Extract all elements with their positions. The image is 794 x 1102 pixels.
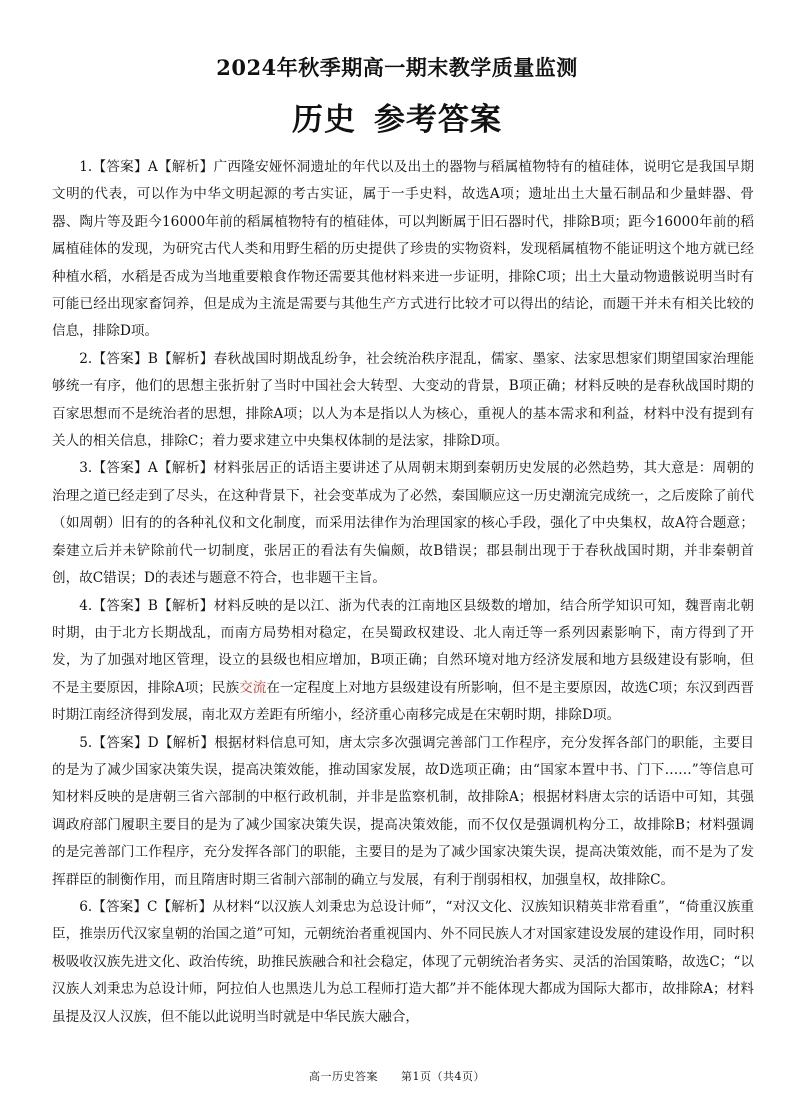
answer-item-4 [52, 593, 754, 730]
answer-item-2 [52, 346, 754, 456]
exam-title: 2024年秋季期高一期末教学质量监测 [216, 55, 578, 80]
answer-text: 【答案】A【解析】材料张居正的话语主要讲述了从周朝末期到秦朝历史发展的必然趋势，其大意是：周朝的治理之道已经走到了尽头，在这种背景下，社会变革成为了必然，秦国顺应这一历史潮流完成统一，之后废除了前代（如周朝）旧有的的各种礼仪和文化制度，而采用法律作为治理国家的核心手段，强化了中央集权，故A符合题意；秦建立后并未铲除前代一切制度，张居正的看法有失偏颇，故B错误；郡县制出现于于春秋战国时期，并非秦朝首创，故C错误；D的表述与题意不符合，也非题干主旨。 [52, 460, 754, 587]
page-footer: 高一历史答案 第1页（共4页） [309, 1070, 485, 1083]
answer-text: 【答案】A【解析】广西隆安娅怀洞遗址的年代以及出土的器物与稻属植物特有的植硅体，说明它是我国早期文明的代表，可以作为中华文明起源的考古实证，属于一手史料，故选A项；遗址出土大量石制品和少量蚌器、骨器、陶片等及距今16000年前的稻属植物特有的植硅体，可以判断属于旧石器时代，排除B项；距今16000年前的稻属植硅体的发现，为研究古代人类和用野生稻的历史提供了珍贵的实物资料，发现稻属植物不能证明这个地方就已经种植水稻，水稻是否成为当地重要粮食作物还需要其他材料来进一步证明，排除C项；出土大量动物遗骸说明当时有可能已经出现家畜饲养，但是成为主流是需要与其他生产方式进行比较才可以得出的结论，而题干并未有相关比较的信息，排除D项。 [52, 159, 754, 340]
answer-list [52, 154, 754, 1031]
answer-text: 【答案】D【解析】根据材料信息可知，唐太宗多次强调完善部门工作程序，充分发挥各部门的职能，主要目的是为了减少国家决策失误，提高决策效能，推动国家发展，故D选项正确；由“国家本置中书、门下……”等信息可知材料反映的是唐朝三省六部制的中枢行政机制，并非是监察机制，故排除A；根据材料唐太宗的话语中可知，其强调政府部门履职主要目的是为了减少国家决策失误，提高决策效能，而不仅仅是强调机构分工，故排除B；材料强调的是完善部门工作程序，充分发挥各部门的职能，主要目的是为了减少国家决策失误，提高决策效能，而不是为了发挥群臣的制衡作用，而且隋唐时期三省制六部制的确立与发展，有利于削弱相权，加强皇权，故排除C。 [52, 734, 754, 888]
answer-number: 1. [79, 159, 93, 175]
answer-item-1 [52, 154, 754, 346]
answer-item-6 [52, 894, 754, 1031]
answer-heading [0, 94, 794, 139]
answer-number: 3. [79, 460, 93, 477]
answer-number: 6. [79, 898, 93, 915]
answer-text: 【答案】B【解析】材料反映的是以江、浙为代表的江南地区县级数的增加，结合所学知识可知，魏晋南北朝时期，由于北方长期战乱，而南方局势相对稳定，在吴蜀政权建设、北人南迁等一系列因素影响下，南方得到了开发，为了加强对地区管理，设立的县级也相应增加，B项正确；自然环境对地方经济发展和地方县级建设有影响，但不是主要原因，排除A项；民族 [52, 597, 754, 696]
subject-label: 历史 [292, 102, 356, 138]
highlighted-word: 交流 [239, 679, 267, 696]
answer-item-5 [52, 730, 754, 894]
answer-number: 4. [79, 597, 93, 614]
answer-number: 2. [79, 350, 93, 367]
answer-text: 【答案】C【解析】从材料“以汉族人刘秉忠为总设计师”，“对汉文化、汉族知识精英非常看重”，“倚重汉族重臣，推崇历代汉家皇朝的治国之道”可知，元朝统治者重视国内、外不同民族人才对国家建设发展的建设作用，同时积极吸收汉族先进文化、政治传统，助推民族融合和社会稳定，体现了元朝统治者务实、灵活的治国策略，故选C；“以汉族人刘秉忠为总设计师，阿拉伯人也黑迭儿为总工程师打造大都”并不能体现大都成为国际大都市，故排除A；材料虽提及汉人汉族，但不能以此说明当时就是中华民族大融合， [52, 898, 754, 1025]
answer-text: 在一定程度上对地方县级建设有所影响，但不是主要原因，故选C项；东汉到西晋时期江南经济得到发展，南北双方差距有所缩小，经济重心南移完成是在宋朝时期，排除D项。 [52, 679, 754, 724]
answer-number: 5. [79, 734, 93, 751]
answer-text: 【答案】B【解析】春秋战国时期战乱纷争，社会统治秩序混乱，儒家、墨家、法家思想家们期望国家治理能够统一有序，他们的思想主张折射了当时中国社会大转型、大变动的背景，B项正确；材料反映的是春秋战国时期的百家思想而不是统治者的思想，排除A项；以人为本是指以人为核心，重视人的基本需求和利益，材料中没有提到有关人的相关信息，排除C；着力要求建立中央集权体制的是法家，排除D项。 [52, 350, 754, 450]
answer-item-3 [52, 455, 754, 592]
subtitle-label: 参考答案 [374, 102, 502, 138]
